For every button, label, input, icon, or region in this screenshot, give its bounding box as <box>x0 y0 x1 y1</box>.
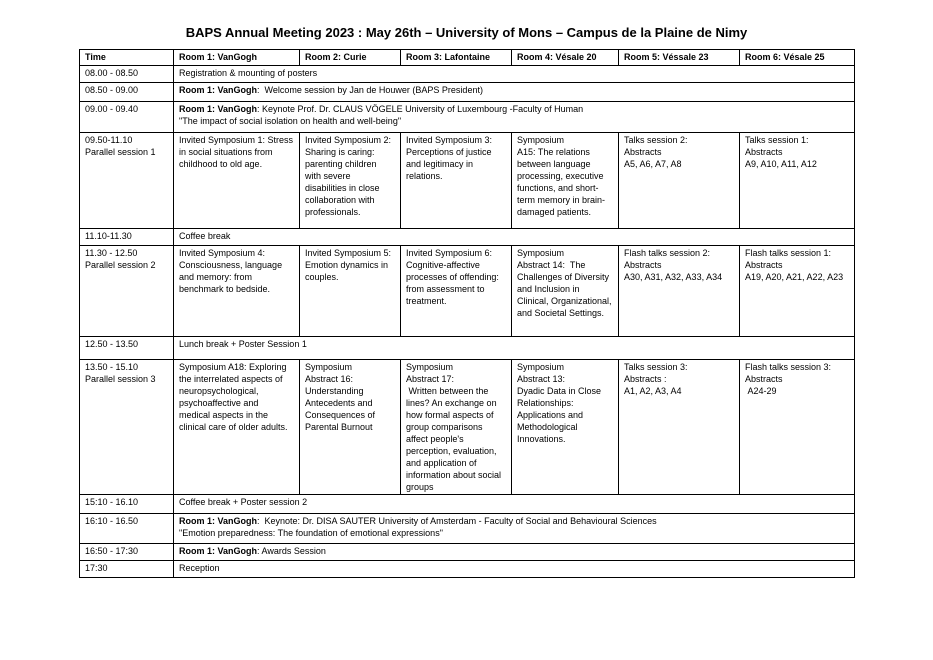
cell-line: A30, A31, A32, A33, A34 <box>624 272 723 282</box>
event-cell <box>174 495 855 514</box>
session-cell <box>619 133 740 229</box>
cell-line: how formal aspects of <box>406 410 494 420</box>
session-cell <box>512 133 619 229</box>
cell-line: group comparisons <box>406 422 483 432</box>
event-text: : Welcome session by Jan de Houwer (BAPS President) <box>257 85 483 95</box>
cell-line: Abstracts <box>745 147 783 157</box>
session-cell <box>740 360 855 495</box>
cell-line: Invited Symposium 6: <box>406 248 493 258</box>
time-text: 16:10 - 16.50 <box>85 516 139 526</box>
room-label: Room 1: VanGogh <box>179 104 258 114</box>
header-row <box>80 50 855 66</box>
session-cell <box>174 360 300 495</box>
cell-line: Understanding <box>305 386 364 396</box>
cell-line: parenting children <box>305 159 377 169</box>
event-text: Reception <box>179 563 220 573</box>
table-row <box>80 561 855 578</box>
time-cell <box>80 544 174 561</box>
table-row <box>80 229 855 246</box>
cell-line: Talks session 2: <box>624 135 688 145</box>
session-cell <box>174 133 300 229</box>
time-cell <box>80 495 174 514</box>
cell-line: Applications and <box>517 410 584 420</box>
cell-line: Abstract 13: <box>517 374 566 384</box>
cell-line: lines? An exchange on <box>406 398 497 408</box>
cell-line: A1, A2, A3, A4 <box>624 386 682 396</box>
table-row <box>80 337 855 360</box>
event-subtext: "Emotion preparedness: The foundation of emotional expressions" <box>179 528 443 538</box>
event-cell <box>174 66 855 83</box>
header-room-6: Room 6: Vésale 25 <box>740 50 855 66</box>
session-cell <box>401 246 512 337</box>
cell-line: A5, A6, A7, A8 <box>624 159 682 169</box>
cell-line: Innovations. <box>517 434 566 444</box>
cell-line: Consequences of <box>305 410 376 420</box>
time-text: 13.50 - 15.10 <box>85 362 139 372</box>
cell-line: relations. <box>406 171 443 181</box>
event-cell <box>174 544 855 561</box>
cell-line: Flash talks session 1: <box>745 248 832 258</box>
cell-line: treatment. <box>406 296 447 306</box>
time-cell <box>80 83 174 102</box>
cell-line: professionals. <box>305 207 361 217</box>
cell-line: benchmark to bedside. <box>179 284 271 294</box>
room-label: Room 1: VanGogh <box>179 85 258 95</box>
cell-line: Symposium <box>517 248 565 258</box>
event-cell <box>174 561 855 578</box>
cell-line: in social situations from <box>179 147 273 157</box>
cell-line: Cognitive-affective <box>406 260 480 270</box>
time-text: 08.00 - 08.50 <box>85 68 139 78</box>
cell-line: Emotion dynamics in <box>305 260 389 270</box>
header-time: Time <box>80 50 174 66</box>
cell-line: Abstract 16: <box>305 374 354 384</box>
event-cell <box>174 102 855 133</box>
time-cell <box>80 133 174 229</box>
time-cell <box>80 360 174 495</box>
header-room-3: Room 3: Lafontaine <box>401 50 512 66</box>
cell-line: couples. <box>305 272 339 282</box>
page-title: BAPS Annual Meeting 2023 : May 26th – University of Mons – Campus de la Plaine de Nimy <box>185 25 748 40</box>
session-cell <box>300 133 401 229</box>
time-text: 17:30 <box>85 563 108 573</box>
cell-line: Clinical, Organizational, <box>517 296 612 306</box>
table-row <box>80 246 855 337</box>
time-cell <box>80 66 174 83</box>
session-cell <box>300 360 401 495</box>
cell-line: and memory: from <box>179 272 253 282</box>
time-text: 09.50-11.10 <box>85 135 133 145</box>
cell-line: functions, and short- <box>517 183 599 193</box>
cell-line: Perceptions of justice <box>406 147 492 157</box>
cell-line: Invited Symposium 3: <box>406 135 493 145</box>
cell-line: Abstracts <box>745 260 783 270</box>
cell-line: Talks session 1: <box>745 135 809 145</box>
cell-line: medical aspects in the <box>179 410 269 420</box>
cell-line: psychoaffective and <box>179 398 259 408</box>
cell-line: and Societal Settings. <box>517 308 605 318</box>
header-room-1: Room 1: VanGogh <box>174 50 300 66</box>
session-cell <box>300 246 401 337</box>
schedule-table <box>79 49 855 578</box>
event-text: Registration & mounting of posters <box>179 68 318 78</box>
cell-line: Challenges of Diversity <box>517 272 610 282</box>
cell-line: A15: The relations <box>517 147 590 157</box>
cell-line: Talks session 3: <box>624 362 688 372</box>
cell-line: A24-29 <box>745 386 777 396</box>
table-row <box>80 544 855 561</box>
session-cell <box>401 360 512 495</box>
cell-line: between language <box>517 159 591 169</box>
cell-line: Abstracts <box>624 147 662 157</box>
time-text: 16:50 - 17:30 <box>85 546 139 556</box>
time-cell <box>80 337 174 360</box>
time-cell <box>80 102 174 133</box>
table-row <box>80 514 855 544</box>
cell-line: processes of offending: <box>406 272 499 282</box>
session-cell <box>174 246 300 337</box>
time-cell <box>80 561 174 578</box>
time-text: 12.50 - 13.50 <box>85 339 139 349</box>
cell-line: damaged patients. <box>517 207 592 217</box>
session-cell <box>512 360 619 495</box>
cell-line: Symposium <box>517 362 565 372</box>
session-cell <box>740 133 855 229</box>
cell-line: Invited Symposium 5: <box>305 248 392 258</box>
cell-line: Abstract 14: The <box>517 260 586 270</box>
session-cell <box>512 246 619 337</box>
cell-line: Methodological <box>517 422 578 432</box>
session-cell <box>740 246 855 337</box>
cell-line: childhood to old age. <box>179 159 263 169</box>
cell-line: Sharing is caring: <box>305 147 375 157</box>
event-text: Coffee break <box>179 231 231 241</box>
cell-line: groups <box>406 482 434 492</box>
cell-line: collaboration with <box>305 195 375 205</box>
event-text: : Keynote Prof. Dr. CLAUS VÖGELE University of Luxembourg -Faculty of Human <box>257 104 584 114</box>
table-row <box>80 360 855 495</box>
session-label: Parallel session 2 <box>85 260 156 270</box>
event-text: Coffee break + Poster session 2 <box>179 497 308 507</box>
cell-line: and application of <box>406 458 477 468</box>
table-row <box>80 495 855 514</box>
cell-line: Invited Symposium 4: <box>179 248 266 258</box>
event-cell <box>174 514 855 544</box>
cell-line: with severe <box>305 171 351 181</box>
header-room-2: Room 2: Curie <box>300 50 401 66</box>
session-label: Parallel session 3 <box>85 374 156 384</box>
table-row <box>80 133 855 229</box>
cell-line: Symposium <box>517 135 565 145</box>
cell-line: affect people's <box>406 434 464 444</box>
event-cell <box>174 337 855 360</box>
cell-line: Invited Symposium 2: <box>305 135 392 145</box>
cell-line: Relationships: <box>517 398 574 408</box>
cell-line: perception, evaluation, <box>406 446 497 456</box>
cell-line: term memory in brain- <box>517 195 606 205</box>
cell-line: and Inclusion in <box>517 284 580 294</box>
event-text: : Keynote: Dr. DISA SAUTER University of Amsterdam - Faculty of Social and Behavioural Sciences <box>257 516 657 526</box>
time-cell <box>80 246 174 337</box>
cell-line: from assessment to <box>406 284 485 294</box>
cell-line: Symposium A18: Exploring <box>179 362 287 372</box>
time-text: 09.00 - 09.40 <box>85 104 139 114</box>
cell-line: Abstract 17: <box>406 374 455 384</box>
table-row <box>80 83 855 102</box>
session-cell <box>401 133 512 229</box>
cell-line: Flash talks session 2: <box>624 248 711 258</box>
cell-line: Written between the <box>406 386 489 396</box>
cell-line: Abstracts <box>624 260 662 270</box>
cell-line: neuropsychological, <box>179 386 259 396</box>
cell-line: A19, A20, A21, A22, A23 <box>745 272 844 282</box>
event-subtext: "The impact of social isolation on health and well-being" <box>179 116 402 126</box>
cell-line: the interrelated aspects of <box>179 374 283 384</box>
cell-line: Parental Burnout <box>305 422 373 432</box>
header-room-5: Room 5: Véssale 23 <box>619 50 740 66</box>
time-cell <box>80 514 174 544</box>
cell-line: Antecedents and <box>305 398 373 408</box>
table-row <box>80 102 855 133</box>
cell-line: Abstracts : <box>624 374 667 384</box>
session-label: Parallel session 1 <box>85 147 156 157</box>
cell-line: information about social <box>406 470 502 480</box>
cell-line: processing, executive <box>517 171 604 181</box>
cell-line: Consciousness, language <box>179 260 283 270</box>
table-row <box>80 66 855 83</box>
cell-line: and legitimacy in <box>406 159 474 169</box>
time-text: 15:10 - 16.10 <box>85 497 139 507</box>
session-cell <box>619 246 740 337</box>
header-room-4: Room 4: Vésale 20 <box>512 50 619 66</box>
cell-line: Dyadic Data in Close <box>517 386 602 396</box>
cell-line: Abstracts <box>745 374 783 384</box>
event-text: Lunch break + Poster Session 1 <box>179 339 307 349</box>
event-cell <box>174 83 855 102</box>
session-cell <box>619 360 740 495</box>
cell-line: disabilities in close <box>305 183 380 193</box>
cell-line: Flash talks session 3: <box>745 362 832 372</box>
room-label: Room 1: VanGogh <box>179 546 258 556</box>
event-cell <box>174 229 855 246</box>
event-text: : Awards Session <box>257 546 326 556</box>
time-text: 08.50 - 09.00 <box>85 85 139 95</box>
cell-line: clinical care of older adults. <box>179 422 288 432</box>
cell-line: Symposium <box>406 362 454 372</box>
cell-line: Invited Symposium 1: Stress <box>179 135 294 145</box>
time-text: 11.10-11.30 <box>85 231 132 241</box>
room-label: Room 1: VanGogh <box>179 516 258 526</box>
cell-line: Symposium <box>305 362 353 372</box>
time-text: 11.30 - 12.50 <box>85 248 138 258</box>
cell-line: A9, A10, A11, A12 <box>745 159 817 169</box>
time-cell <box>80 229 174 246</box>
